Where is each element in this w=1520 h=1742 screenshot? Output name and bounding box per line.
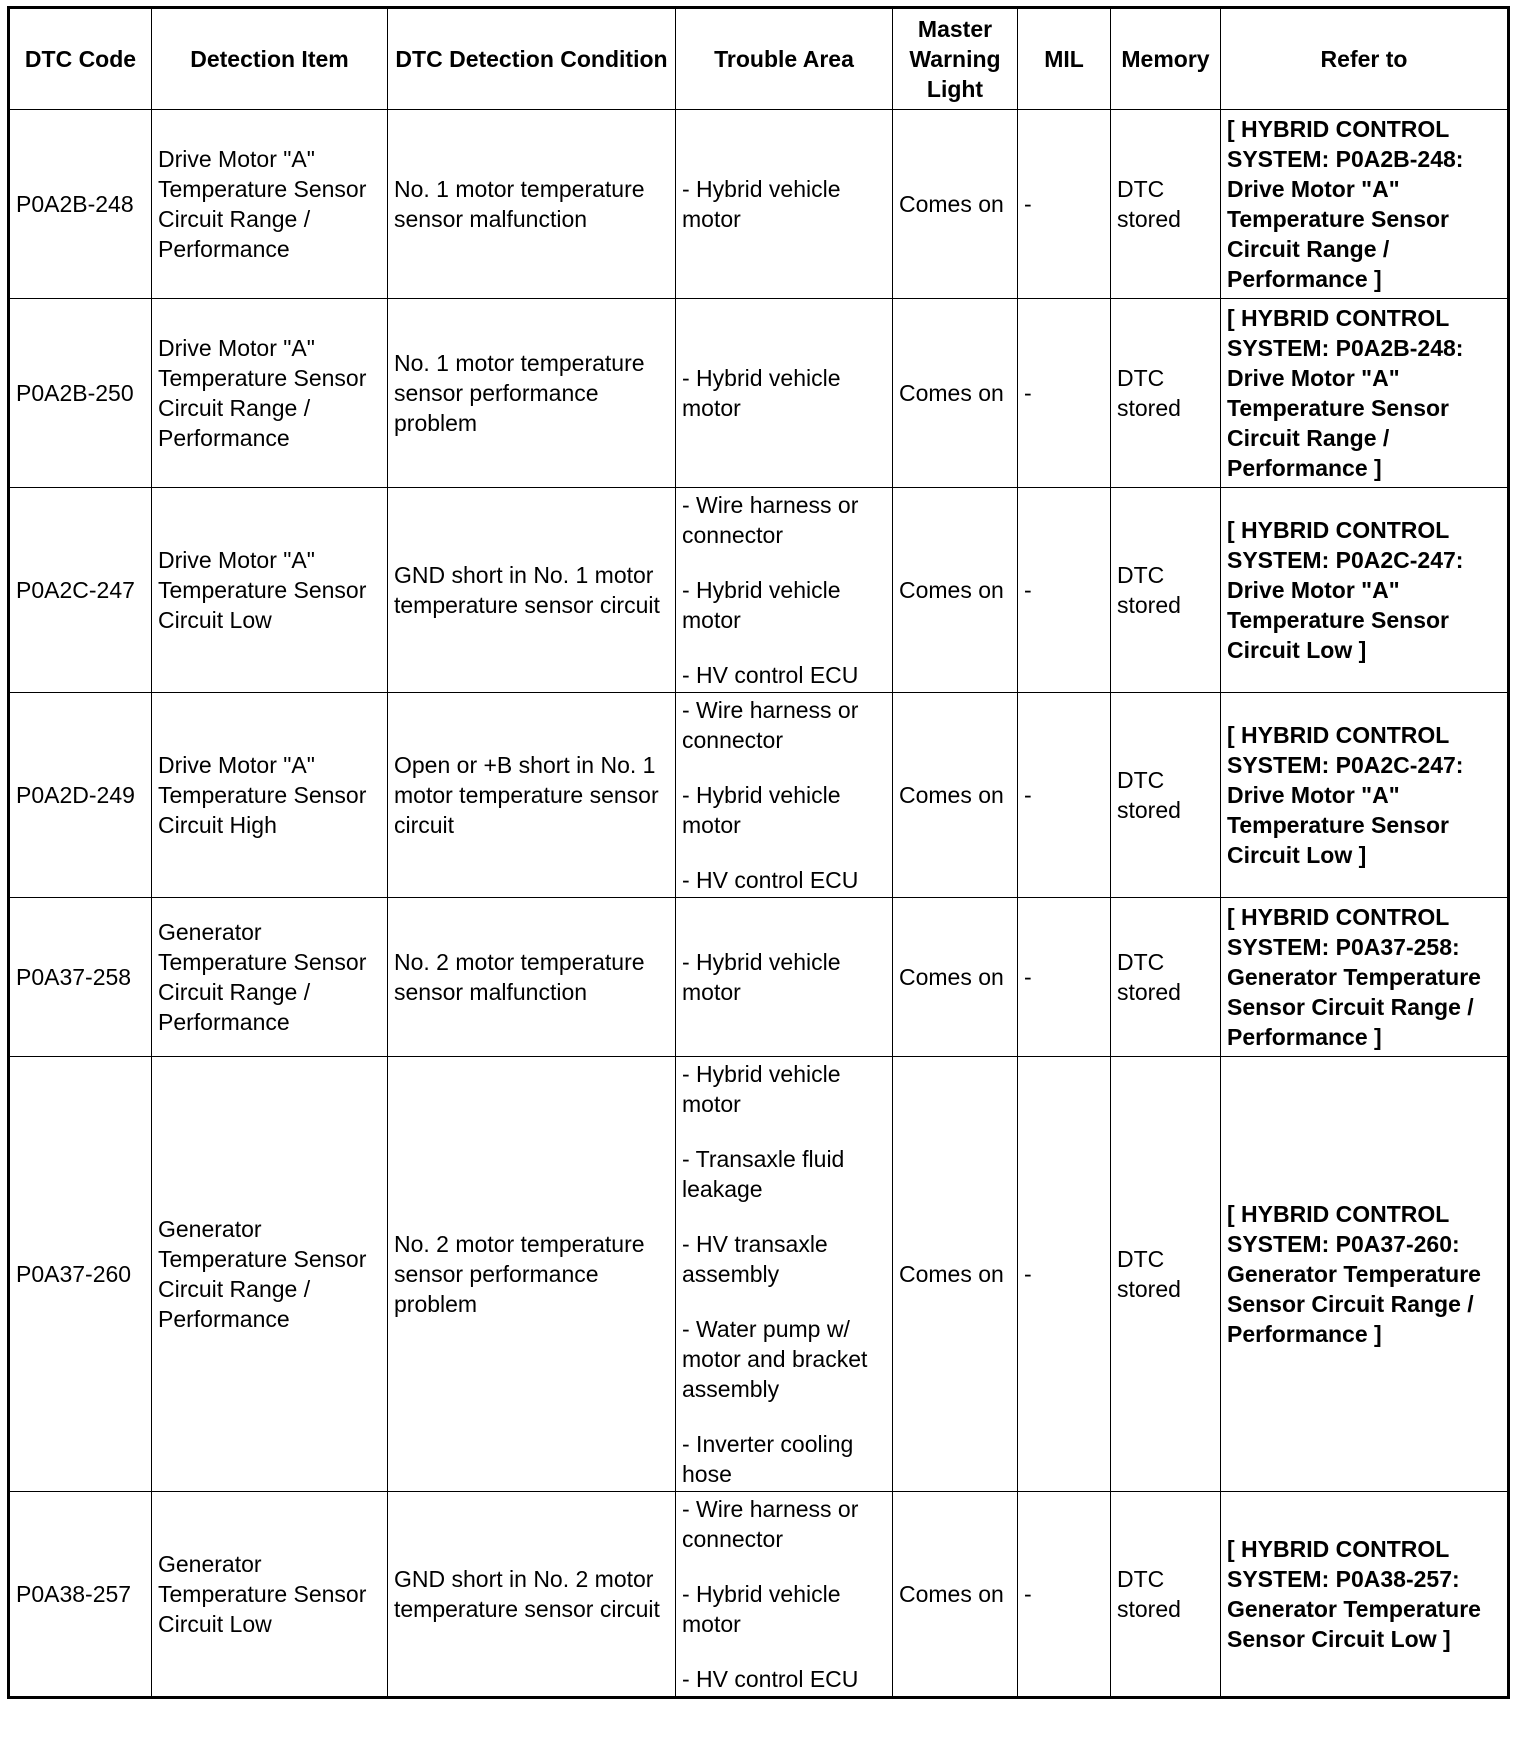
trouble-area-item: - HV control ECU — [682, 1666, 859, 1692]
trouble-area-item: - Hybrid vehicle motor — [682, 176, 841, 232]
header-row — [9, 8, 1509, 110]
dtc-code-cell: P0A2C-247 — [9, 488, 152, 693]
memory-cell: DTC stored — [1111, 693, 1221, 898]
refer-to-cell: [ HYBRID CONTROL SYSTEM: P0A2B-248: Drive Motor "A" Temperature Sensor Circuit Range / Performance ] — [1221, 110, 1509, 299]
header-memory: Memory — [1111, 8, 1221, 110]
refer-to-cell: [ HYBRID CONTROL SYSTEM: P0A37-260: Generator Temperature Sensor Circuit Range / Performance ] — [1221, 1057, 1509, 1492]
table-row — [9, 693, 1509, 898]
table-row — [9, 110, 1509, 299]
table-row — [9, 1057, 1509, 1492]
master-warning-light-cell: Comes on — [893, 1057, 1018, 1492]
header-detection-item: Detection Item — [152, 8, 388, 110]
detection-condition-cell: No. 2 motor temperature sensor performance problem — [388, 1057, 676, 1492]
trouble-area-cell — [676, 898, 893, 1057]
memory-cell: DTC stored — [1111, 898, 1221, 1057]
detection-condition-cell: No. 1 motor temperature sensor performance problem — [388, 299, 676, 488]
trouble-area-item: - HV control ECU — [682, 867, 859, 893]
table-row — [9, 299, 1509, 488]
mil-cell: - — [1018, 1492, 1111, 1698]
trouble-area-cell — [676, 299, 893, 488]
master-warning-light-cell: Comes on — [893, 898, 1018, 1057]
trouble-area-item: - Hybrid vehicle motor — [682, 577, 841, 633]
trouble-area-item: - HV control ECU — [682, 662, 859, 688]
trouble-area-item: - Hybrid vehicle motor — [682, 1061, 841, 1117]
memory-cell: DTC stored — [1111, 110, 1221, 299]
mil-cell: - — [1018, 110, 1111, 299]
detection-item-cell: Drive Motor "A" Temperature Sensor Circuit Low — [152, 488, 388, 693]
detection-condition-cell: GND short in No. 2 motor temperature sensor circuit — [388, 1492, 676, 1698]
mil-cell: - — [1018, 898, 1111, 1057]
master-warning-light-cell: Comes on — [893, 693, 1018, 898]
header-refer-to: Refer to — [1221, 8, 1509, 110]
trouble-area-item: - Wire harness or connector — [682, 492, 859, 548]
detection-item-cell: Generator Temperature Sensor Circuit Low — [152, 1492, 388, 1698]
trouble-area-item: - Hybrid vehicle motor — [682, 1581, 841, 1637]
trouble-area-cell — [676, 488, 893, 693]
memory-cell: DTC stored — [1111, 488, 1221, 693]
master-warning-light-cell: Comes on — [893, 299, 1018, 488]
master-warning-light-cell: Comes on — [893, 1492, 1018, 1698]
table-row — [9, 1492, 1509, 1698]
trouble-area-item: - Hybrid vehicle motor — [682, 782, 841, 838]
dtc-code-cell: P0A38-257 — [9, 1492, 152, 1698]
trouble-area-cell — [676, 693, 893, 898]
trouble-area-item: - HV transaxle assembly — [682, 1231, 828, 1287]
master-warning-light-cell: Comes on — [893, 488, 1018, 693]
refer-to-cell: [ HYBRID CONTROL SYSTEM: P0A2C-247: Drive Motor "A" Temperature Sensor Circuit Low ] — [1221, 693, 1509, 898]
trouble-area-item: - Hybrid vehicle motor — [682, 365, 841, 421]
memory-cell: DTC stored — [1111, 299, 1221, 488]
refer-to-cell: [ HYBRID CONTROL SYSTEM: P0A38-257: Generator Temperature Sensor Circuit Low ] — [1221, 1492, 1509, 1698]
trouble-area-cell — [676, 110, 893, 299]
refer-to-cell: [ HYBRID CONTROL SYSTEM: P0A2B-248: Drive Motor "A" Temperature Sensor Circuit Range / Performance ] — [1221, 299, 1509, 488]
trouble-area-item: - Water pump w/ motor and bracket assembly — [682, 1316, 868, 1402]
header-dtc-code: DTC Code — [9, 8, 152, 110]
trouble-area-cell — [676, 1492, 893, 1698]
dtc-code-cell: P0A37-258 — [9, 898, 152, 1057]
trouble-area-item: - Hybrid vehicle motor — [682, 949, 841, 1005]
memory-cell: DTC stored — [1111, 1057, 1221, 1492]
memory-cell: DTC stored — [1111, 1492, 1221, 1698]
detection-item-cell: Drive Motor "A" Temperature Sensor Circuit Range / Performance — [152, 299, 388, 488]
trouble-area-item: - Transaxle fluid leakage — [682, 1146, 845, 1202]
table-row — [9, 488, 1509, 693]
detection-condition-cell: Open or +B short in No. 1 motor temperature sensor circuit — [388, 693, 676, 898]
trouble-area-cell — [676, 1057, 893, 1492]
detection-condition-cell: No. 1 motor temperature sensor malfunction — [388, 110, 676, 299]
trouble-area-item: - Inverter cooling hose — [682, 1431, 854, 1487]
dtc-table — [7, 6, 1510, 1699]
dtc-code-cell: P0A2B-250 — [9, 299, 152, 488]
dtc-code-cell: P0A2D-249 — [9, 693, 152, 898]
header-trouble-area: Trouble Area — [676, 8, 893, 110]
detection-item-cell: Drive Motor "A" Temperature Sensor Circuit High — [152, 693, 388, 898]
mil-cell: - — [1018, 488, 1111, 693]
trouble-area-item: - Wire harness or connector — [682, 697, 859, 753]
table-body — [9, 110, 1509, 1698]
trouble-area-item: - Wire harness or connector — [682, 1496, 859, 1552]
mil-cell: - — [1018, 1057, 1111, 1492]
detection-item-cell: Generator Temperature Sensor Circuit Range / Performance — [152, 1057, 388, 1492]
table-row — [9, 898, 1509, 1057]
detection-condition-cell: No. 2 motor temperature sensor malfunction — [388, 898, 676, 1057]
header-mil: MIL — [1018, 8, 1111, 110]
detection-item-cell: Generator Temperature Sensor Circuit Range / Performance — [152, 898, 388, 1057]
refer-to-cell: [ HYBRID CONTROL SYSTEM: P0A2C-247: Drive Motor "A" Temperature Sensor Circuit Low ] — [1221, 488, 1509, 693]
dtc-code-cell: P0A2B-248 — [9, 110, 152, 299]
detection-condition-cell: GND short in No. 1 motor temperature sensor circuit — [388, 488, 676, 693]
mil-cell: - — [1018, 693, 1111, 898]
refer-to-cell: [ HYBRID CONTROL SYSTEM: P0A37-258: Generator Temperature Sensor Circuit Range / Performance ] — [1221, 898, 1509, 1057]
header-master-warning-light: Master Warning Light — [893, 8, 1018, 110]
header-detection-condition: DTC Detection Condition — [388, 8, 676, 110]
mil-cell: - — [1018, 299, 1111, 488]
master-warning-light-cell: Comes on — [893, 110, 1018, 299]
dtc-code-cell: P0A37-260 — [9, 1057, 152, 1492]
detection-item-cell: Drive Motor "A" Temperature Sensor Circuit Range / Performance — [152, 110, 388, 299]
